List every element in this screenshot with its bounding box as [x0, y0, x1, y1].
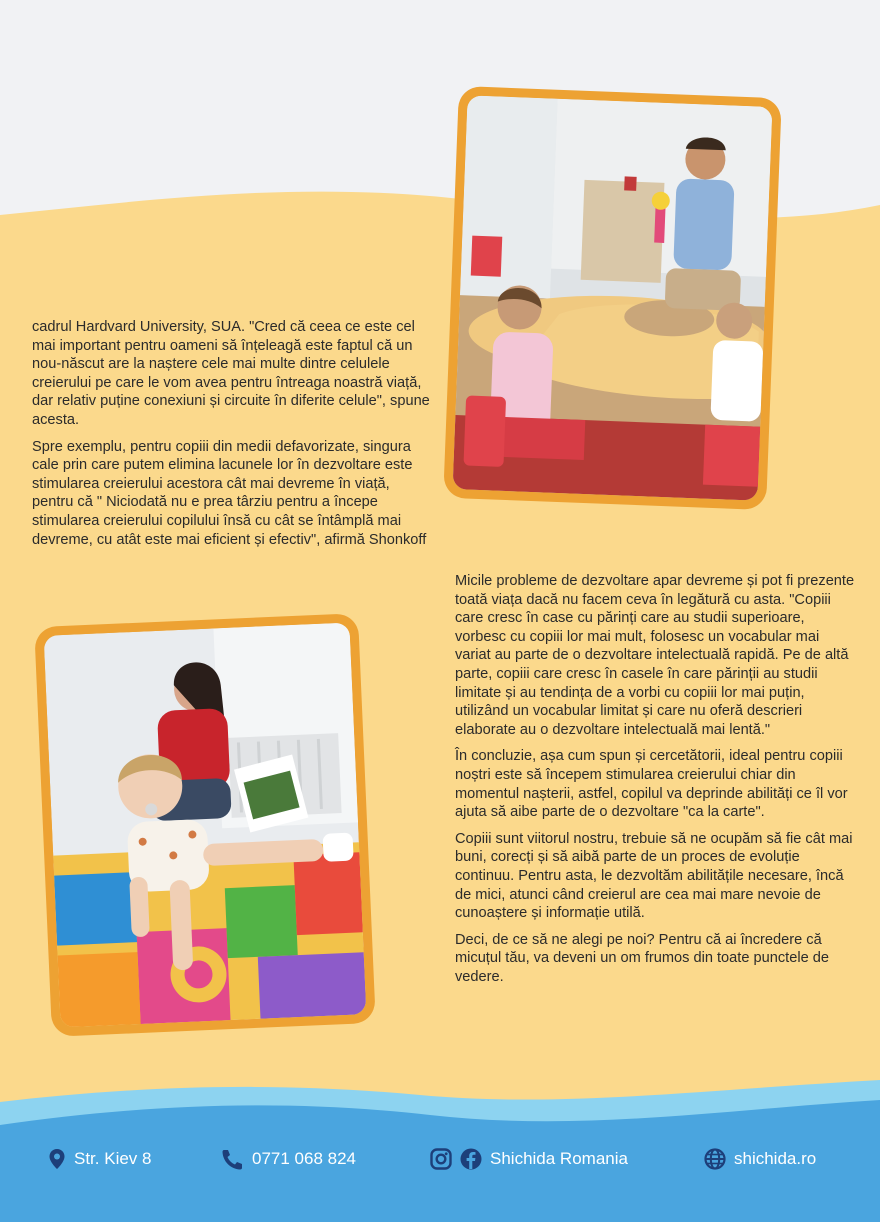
instagram-icon — [430, 1148, 452, 1170]
left-article-column — [32, 318, 432, 557]
classroom-illustration — [453, 95, 773, 500]
right-paragraph-3: Copiii sunt viitorul nostru, trebuie să ne ocupăm să fie cât mai buni, corecți și să aibă parte de un proces de evoluție continuu. Pentru asta, le dezvoltăm abilitățile necesare, încă de mici, atunci când creierul are cea mai mare nevoie de cunoaștere și informație utilă. — [455, 830, 853, 922]
footer-phone[interactable] — [220, 1148, 356, 1170]
right-paragraph-4: Deci, de ce să ne alegi pe noi? Pentru că ai încredere că micuțul tău, va deveni un om frumos din toate punctele de vedere. — [455, 931, 829, 985]
baby-playmat-photo — [34, 613, 376, 1037]
social-handle: Shichida Romania — [490, 1149, 628, 1168]
classroom-photo — [443, 86, 782, 510]
footer-contact-bar — [0, 1130, 880, 1190]
address-text: Str. Kiev 8 — [74, 1149, 152, 1168]
footer-website[interactable] — [704, 1148, 816, 1170]
right-article-column — [455, 572, 855, 994]
phone-icon — [220, 1148, 244, 1170]
phone-number: 0771 068 824 — [252, 1149, 356, 1168]
location-pin-icon — [48, 1148, 66, 1170]
right-paragraph-2: În concluzie, așa cum spun și cercetătorii, ideal pentru copiii noștri este să începem stimularea creierului chiar din momentul nașterii, astfel, copilul va deprinde abilități ce îl vor ajuta să aibe parte de o dezvoltare "ca la carte". — [455, 748, 848, 821]
footer-address — [48, 1148, 151, 1170]
baby-playmat-illustration — [44, 623, 367, 1028]
right-paragraph-1: Micile probleme de dezvoltare apar devreme și pot fi prezente toată viața dacă nu facem ceva în legătură cu asta. "Copiii care cresc în case cu părinți care au studii superioare, vorbesc cu copiii lor mai mult, folosesc un vocabular mai variat au parte de o dezvoltare intelectuală rapidă. Pe de altă parte, copiii care cresc în casele în care părinții au studii limitate și au tendința de a vorbi cu copiii lor mai puțin, utilizând un vocabular limitat și care nu oferă descrieri elaborate au o dezvoltare intelectuală mai lentă." — [455, 573, 855, 738]
left-paragraph-2: Spre exemplu, pentru copiii din medii defavorizate, singura cale prin care putem elimina lacunele lor în dezvoltare este stimularea creierului acestora cât mai devreme în viață, pentru că " Niciodată nu e prea târziu pentru a începe stimularea creierului copilului însă cu cât se întâmplă mai devreme, cu atât este mai eficient și efectiv", afirmă Shonkoff — [32, 438, 427, 548]
left-paragraph-1: cadrul Hardvard University, SUA. "Cred că ceea ce este cel mai important pentru oameni să înțeleagă este faptul că un nou-născut are la naștere cele mai multe dintre celulele creierului pe care le vom avea pentru întreaga noastră viață, dar relativ puține conexiuni și circuite în diferite celule", spune acesta. — [32, 319, 430, 428]
footer-social[interactable] — [430, 1148, 628, 1170]
facebook-icon — [460, 1148, 482, 1170]
globe-icon — [704, 1148, 726, 1170]
website-text: shichida.ro — [734, 1149, 817, 1168]
